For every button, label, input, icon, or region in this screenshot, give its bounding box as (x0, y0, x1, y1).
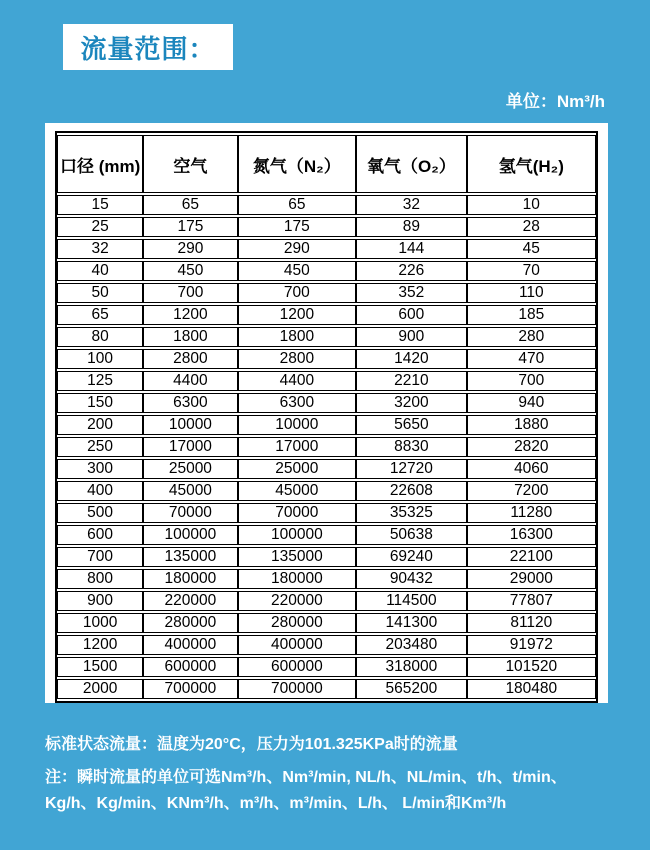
table-cell: 2800 (143, 349, 237, 369)
table-cell: 32 (57, 239, 143, 259)
table-cell: 1200 (57, 635, 143, 655)
col-header-oxygen: 氧气（O₂） (356, 135, 466, 193)
table-row (57, 261, 596, 281)
table-cell: 700 (57, 547, 143, 567)
table-row (57, 657, 596, 677)
footer-notes (45, 733, 610, 817)
table-cell: 700 (238, 283, 357, 303)
table-cell: 135000 (238, 547, 357, 567)
table-cell: 10 (467, 195, 596, 215)
table-cell: 144 (356, 239, 466, 259)
table-cell: 600 (57, 525, 143, 545)
table-row (57, 569, 596, 589)
table-cell: 700000 (238, 679, 357, 699)
table-cell: 5650 (356, 415, 466, 435)
table-cell: 600000 (143, 657, 237, 677)
table-row (57, 437, 596, 457)
table-cell: 600000 (238, 657, 357, 677)
table-row (57, 415, 596, 435)
table-cell: 65 (238, 195, 357, 215)
table-cell: 114500 (356, 591, 466, 611)
table-cell: 180000 (238, 569, 357, 589)
table-row (57, 327, 596, 347)
table-row (57, 393, 596, 413)
table-row (57, 481, 596, 501)
table-cell: 17000 (143, 437, 237, 457)
col-header-diameter: 口径 (mm) (57, 135, 143, 193)
table-cell: 175 (143, 217, 237, 237)
table-cell: 700000 (143, 679, 237, 699)
table-cell: 2000 (57, 679, 143, 699)
table-cell: 7200 (467, 481, 596, 501)
table-row (57, 591, 596, 611)
table-cell: 110 (467, 283, 596, 303)
table-cell: 12720 (356, 459, 466, 479)
table-cell: 10000 (143, 415, 237, 435)
table-cell: 28 (467, 217, 596, 237)
table-cell: 4400 (143, 371, 237, 391)
table-cell: 4400 (238, 371, 357, 391)
table-cell: 100000 (238, 525, 357, 545)
table-cell: 2820 (467, 437, 596, 457)
table-cell: 200 (57, 415, 143, 435)
table-cell: 35325 (356, 503, 466, 523)
table-cell: 1000 (57, 613, 143, 633)
table-cell: 4060 (467, 459, 596, 479)
table-cell: 89 (356, 217, 466, 237)
table-row (57, 239, 596, 259)
table-row (57, 283, 596, 303)
table-cell: 22100 (467, 547, 596, 567)
unit-label: 单位：Nm³/h (505, 92, 605, 111)
table-cell: 8830 (356, 437, 466, 457)
table-cell: 70 (467, 261, 596, 281)
table-row (57, 613, 596, 633)
table-cell: 10000 (238, 415, 357, 435)
col-header-nitrogen: 氮气（N₂） (238, 135, 357, 193)
table-cell: 32 (356, 195, 466, 215)
table-cell: 175 (238, 217, 357, 237)
table-cell: 70000 (143, 503, 237, 523)
flow-range-table-panel (45, 123, 608, 703)
table-cell: 15 (57, 195, 143, 215)
table-cell: 50638 (356, 525, 466, 545)
table-cell: 65 (143, 195, 237, 215)
table-cell: 17000 (238, 437, 357, 457)
table-cell: 90432 (356, 569, 466, 589)
table-row (57, 503, 596, 523)
table-cell: 22608 (356, 481, 466, 501)
table-cell: 700 (143, 283, 237, 303)
table-row (57, 217, 596, 237)
table-cell: 16300 (467, 525, 596, 545)
table-cell: 25000 (238, 459, 357, 479)
table-body (57, 195, 596, 699)
table-cell: 220000 (143, 591, 237, 611)
table-cell: 280 (467, 327, 596, 347)
table-cell: 352 (356, 283, 466, 303)
table-cell: 280000 (143, 613, 237, 633)
table-cell: 318000 (356, 657, 466, 677)
table-cell: 800 (57, 569, 143, 589)
table-cell: 80 (57, 327, 143, 347)
table-cell: 400000 (238, 635, 357, 655)
table-cell: 940 (467, 393, 596, 413)
table-cell: 1880 (467, 415, 596, 435)
table-cell: 141300 (356, 613, 466, 633)
table-cell: 290 (238, 239, 357, 259)
table-cell: 25000 (143, 459, 237, 479)
table-cell: 25 (57, 217, 143, 237)
table-cell: 203480 (356, 635, 466, 655)
table-cell: 2210 (356, 371, 466, 391)
col-header-hydrogen: 氢气(H₂) (467, 135, 596, 193)
table-cell: 470 (467, 349, 596, 369)
table-cell: 900 (356, 327, 466, 347)
table-cell: 69240 (356, 547, 466, 567)
table-cell: 300 (57, 459, 143, 479)
table-cell: 400 (57, 481, 143, 501)
table-cell: 900 (57, 591, 143, 611)
table-cell: 70000 (238, 503, 357, 523)
table-cell: 100000 (143, 525, 237, 545)
table-row (57, 635, 596, 655)
table-header-row (57, 135, 596, 193)
table-cell: 1500 (57, 657, 143, 677)
table-cell: 185 (467, 305, 596, 325)
table-row (57, 547, 596, 567)
unit-options-note-line-2: Kg/h、Kg/min、KNm³/h、m³/h、m³/min、L/h、 L/min和Km³/h (45, 795, 507, 812)
table-cell: 125 (57, 371, 143, 391)
table-cell: 1200 (238, 305, 357, 325)
table-cell: 50 (57, 283, 143, 303)
table-cell: 81120 (467, 613, 596, 633)
table-row (57, 679, 596, 699)
table-cell: 45000 (143, 481, 237, 501)
table-cell: 1800 (143, 327, 237, 347)
table-cell: 100 (57, 349, 143, 369)
table-cell: 77807 (467, 591, 596, 611)
table-cell: 3200 (356, 393, 466, 413)
col-header-air: 空气 (143, 135, 237, 193)
table-row (57, 195, 596, 215)
table-cell: 2800 (238, 349, 357, 369)
table-cell: 280000 (238, 613, 357, 633)
table-cell: 1420 (356, 349, 466, 369)
table-row (57, 371, 596, 391)
table-cell: 6300 (238, 393, 357, 413)
table-cell: 65 (57, 305, 143, 325)
table-cell: 226 (356, 261, 466, 281)
table-row (57, 349, 596, 369)
table-cell: 220000 (238, 591, 357, 611)
table-cell: 500 (57, 503, 143, 523)
table-cell: 91972 (467, 635, 596, 655)
table-cell: 40 (57, 261, 143, 281)
table-cell: 101520 (467, 657, 596, 677)
table-row (57, 525, 596, 545)
table-cell: 6300 (143, 393, 237, 413)
table-cell: 45 (467, 239, 596, 259)
table-row (57, 459, 596, 479)
table-cell: 700 (467, 371, 596, 391)
table-cell: 1800 (238, 327, 357, 347)
standard-condition-note: 标准状态流量：温度为20°C，压力为101.325KPa时的流量 (45, 736, 458, 753)
table-cell: 290 (143, 239, 237, 259)
flow-range-table (55, 131, 598, 703)
table-cell: 150 (57, 393, 143, 413)
table-cell: 400000 (143, 635, 237, 655)
page-title-box (63, 24, 233, 70)
table-cell: 1200 (143, 305, 237, 325)
table-cell: 45000 (238, 481, 357, 501)
table-row (57, 305, 596, 325)
table-cell: 565200 (356, 679, 466, 699)
table-cell: 250 (57, 437, 143, 457)
table-cell: 29000 (467, 569, 596, 589)
table-cell: 600 (356, 305, 466, 325)
table-cell: 180480 (467, 679, 596, 699)
unit-options-note-line-1: 注：瞬时流量的单位可选Nm³/h、Nm³/min, NL/h、NL/min、t/h、t/min、 (45, 769, 567, 786)
table-cell: 11280 (467, 503, 596, 523)
table-cell: 450 (143, 261, 237, 281)
table-cell: 180000 (143, 569, 237, 589)
table-cell: 450 (238, 261, 357, 281)
table-cell: 135000 (143, 547, 237, 567)
page-title: 流量范围： (80, 33, 216, 64)
